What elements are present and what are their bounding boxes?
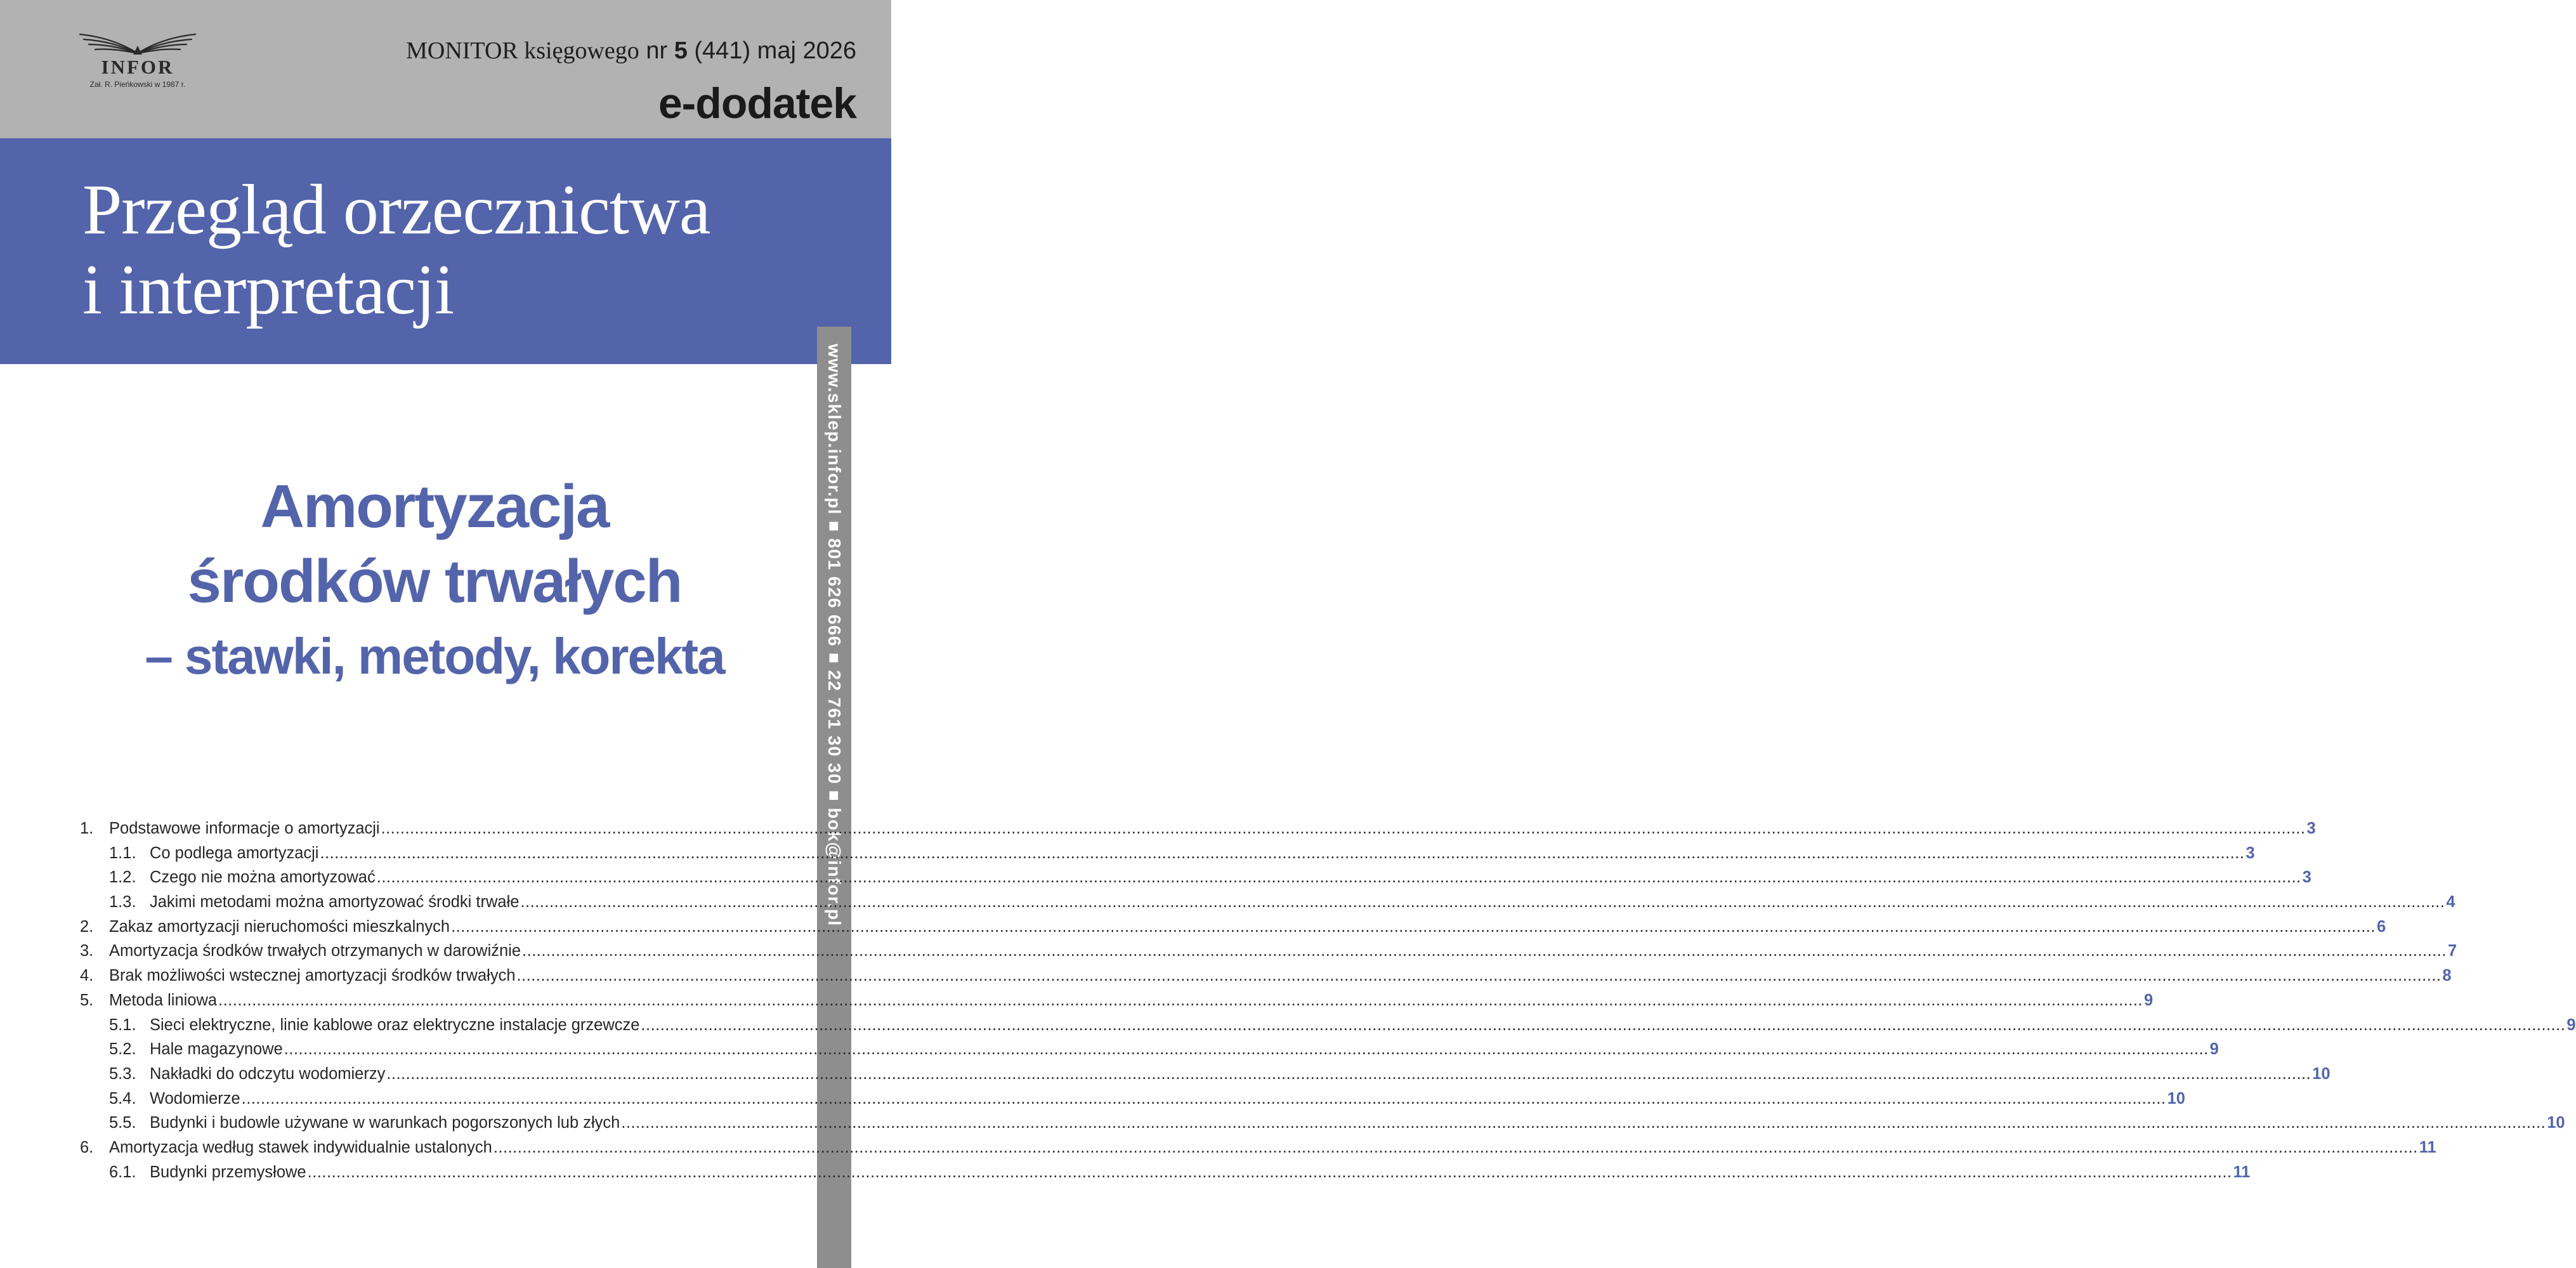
- toc-entry-number: 4.: [80, 967, 94, 985]
- series-title-line-1: Przegląd orzecznictwa: [82, 171, 710, 249]
- toc-entry-page: 8: [2442, 967, 2452, 985]
- toc-entry-label: Czego nie można amortyzować: [150, 868, 376, 887]
- toc-entry-page: 3: [2302, 868, 2311, 887]
- toc-entry: [80, 1138, 2436, 1163]
- toc-entry: [80, 1114, 2565, 1139]
- logo-wordmark: INFOR: [101, 56, 174, 78]
- publication-name: MONITOR księgowego: [406, 37, 639, 64]
- series-title-line-2: i interpretacji: [82, 251, 454, 329]
- toc-entry-page: 11: [2233, 1163, 2251, 1181]
- main-title: [0, 469, 869, 694]
- toc-leader-dots: ................................................................................................................................................................................................................................................................................................................................................................................................................: [218, 991, 2143, 1009]
- toc-entry-label: Wodomierze: [150, 1089, 240, 1108]
- main-title-line-2: środków trwałych: [187, 547, 682, 615]
- toc-entry-number: 6.1.: [109, 1163, 136, 1181]
- toc-leader-dots: ................................................................................................................................................................................................................................................................................................................................................................................................................: [451, 917, 2376, 936]
- toc-entry: [80, 820, 2316, 844]
- edition-label: e-dodatek: [658, 79, 856, 127]
- toc-leader-dots: ................................................................................................................................................................................................................................................................................................................................................................................................................: [241, 1089, 2166, 1108]
- toc-entry-label: Brak możliwości wstecznej amortyzacji środków trwałych: [109, 967, 516, 985]
- toc-entry-label: Sieci elektryczne, linie kablowe oraz elektryczne instalacje grzewcze: [150, 1016, 640, 1034]
- main-title-line-1: Amortyzacja: [260, 473, 609, 540]
- issue-info: [406, 37, 856, 65]
- contact-info: www.sklep.infor.pl ■ 801 626 666 ■ 22 761 30 30 ■ bok@infor.pl: [825, 344, 844, 927]
- toc-entry: [80, 1040, 2219, 1065]
- toc-entry-label: Budynki przemysłowe: [150, 1163, 306, 1181]
- issue-nr-label: nr: [646, 37, 668, 64]
- toc-entry: [80, 991, 2154, 1016]
- toc-entry-label: Nakładki do odczytu wodomierzy: [150, 1064, 386, 1083]
- table-of-contents: [80, 820, 2576, 1187]
- toc-entry: [80, 1163, 2251, 1188]
- toc-leader-dots: ................................................................................................................................................................................................................................................................................................................................................................................................................: [641, 1016, 2566, 1034]
- series-title: [82, 170, 710, 330]
- issue-number: 5: [674, 37, 688, 64]
- toc-entry-page: 10: [2167, 1089, 2185, 1108]
- toc-leader-dots: ................................................................................................................................................................................................................................................................................................................................................................................................................: [520, 893, 2445, 912]
- toc-entry: [80, 844, 2255, 869]
- toc-entry-page: 6: [2376, 917, 2386, 936]
- toc-entry-label: Metoda liniowa: [109, 991, 218, 1009]
- toc-leader-dots: ................................................................................................................................................................................................................................................................................................................................................................................................................: [307, 1163, 2232, 1181]
- toc-entry-number: 2.: [80, 917, 94, 936]
- toc-entry: [80, 1016, 2576, 1041]
- toc-entry-label: Amortyzacja według stawek indywidualnie ustalonych: [109, 1138, 492, 1156]
- toc-entry-page: 7: [2447, 942, 2457, 960]
- toc-entry-number: 5.1.: [109, 1016, 136, 1034]
- toc-entry-number: 5.5.: [109, 1114, 136, 1132]
- toc-leader-dots: ................................................................................................................................................................................................................................................................................................................................................................................................................: [516, 967, 2442, 985]
- toc-entry-number: 5.2.: [109, 1040, 136, 1059]
- issue-date: maj 2026: [757, 37, 856, 64]
- toc-entry-number: 1.1.: [109, 844, 136, 862]
- toc-entry-number: 5.: [80, 991, 94, 1009]
- toc-entry-label: Budynki i budowle używane w warunkach pogorszonych lub złych: [150, 1114, 620, 1132]
- toc-entry: [80, 893, 2455, 918]
- toc-entry: [80, 1089, 2185, 1114]
- toc-entry-page: 9: [2209, 1040, 2219, 1059]
- toc-entry-page: 10: [2312, 1064, 2331, 1083]
- toc-entry-number: 1.: [80, 820, 94, 837]
- toc-leader-dots: ................................................................................................................................................................................................................................................................................................................................................................................................................: [386, 1064, 2311, 1083]
- logo-tagline: Zał. R. Pieńkowski w 1987 r.: [89, 80, 186, 89]
- toc-entry-page: 9: [2144, 991, 2154, 1009]
- toc-leader-dots: ................................................................................................................................................................................................................................................................................................................................................................................................................: [376, 868, 2301, 887]
- toc-leader-dots: ................................................................................................................................................................................................................................................................................................................................................................................................................: [381, 820, 2306, 837]
- toc-entry-number: 5.3.: [109, 1064, 136, 1083]
- toc-entry-page: 4: [2446, 893, 2455, 912]
- toc-leader-dots: ................................................................................................................................................................................................................................................................................................................................................................................................................: [621, 1114, 2546, 1132]
- toc-leader-dots: ................................................................................................................................................................................................................................................................................................................................................................................................................: [493, 1138, 2418, 1156]
- infor-logo: [77, 32, 198, 93]
- toc-entry: [80, 917, 2386, 943]
- toc-entry: [80, 868, 2311, 893]
- toc-entry-number: 1.2.: [109, 868, 136, 887]
- toc-entry: [80, 942, 2457, 967]
- toc-entry-page: 3: [2246, 844, 2255, 862]
- toc-entry-number: 5.4.: [109, 1089, 136, 1108]
- toc-entry-label: Hale magazynowe: [150, 1040, 283, 1059]
- toc-entry-page: 3: [2306, 820, 2316, 837]
- toc-leader-dots: ................................................................................................................................................................................................................................................................................................................................................................................................................: [320, 844, 2245, 862]
- toc-leader-dots: ................................................................................................................................................................................................................................................................................................................................................................................................................: [522, 942, 2447, 960]
- issue-total: (441): [694, 37, 751, 64]
- toc-entry-number: 3.: [80, 942, 94, 960]
- toc-entry-page: 10: [2547, 1114, 2565, 1132]
- main-title-line-3: – stawki, metody, korekta: [145, 628, 724, 684]
- toc-entry-label: Podstawowe informacje o amortyzacji: [109, 820, 380, 837]
- toc-entry-label: Amortyzacja środków trwałych otrzymanych w darowiźnie: [109, 942, 521, 960]
- toc-leader-dots: ................................................................................................................................................................................................................................................................................................................................................................................................................: [284, 1040, 2209, 1059]
- toc-entry-number: 1.3.: [109, 893, 136, 912]
- toc-entry-page: 9: [2566, 1016, 2576, 1034]
- toc-entry: [80, 967, 2452, 991]
- toc-entry-label: Jakimi metodami można amortyzować środki trwałe: [150, 893, 520, 912]
- toc-entry-label: Co podlega amortyzacji: [150, 844, 319, 862]
- toc-entry-label: Zakaz amortyzacji nieruchomości mieszkalnych: [109, 917, 450, 936]
- toc-entry-number: 6.: [80, 1138, 94, 1156]
- toc-entry-page: 11: [2419, 1138, 2436, 1156]
- toc-entry: [80, 1064, 2331, 1090]
